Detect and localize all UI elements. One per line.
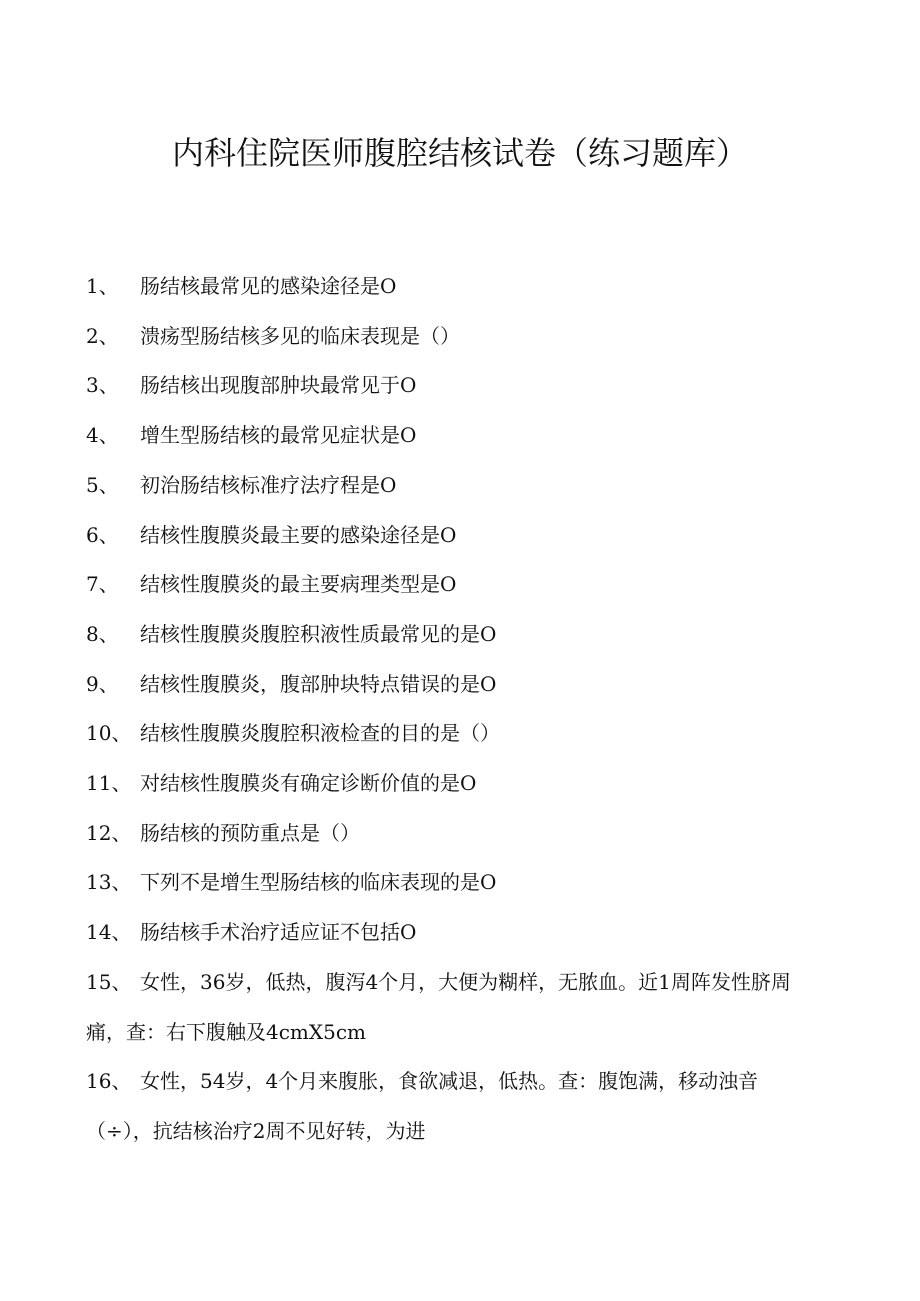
question-item bbox=[86, 660, 816, 710]
question-item bbox=[86, 908, 816, 958]
question-text: 结核性腹膜炎的最主要病理类型是O bbox=[140, 572, 457, 597]
page-title: 内科住院医师腹腔结核试卷（练习题库） bbox=[171, 134, 748, 172]
question-item bbox=[86, 958, 816, 1057]
question-item bbox=[86, 361, 816, 411]
question-number: 16、 bbox=[86, 1069, 132, 1094]
question-number: 8、 bbox=[86, 621, 119, 646]
question-text: 肠结核手术治疗适应证不包括O bbox=[140, 920, 417, 945]
question-item bbox=[86, 759, 816, 809]
question-number: 2、 bbox=[86, 323, 119, 348]
question-item bbox=[86, 262, 816, 312]
question-number: 15、 bbox=[86, 969, 132, 994]
question-item bbox=[86, 809, 816, 859]
question-number: 7、 bbox=[86, 572, 119, 597]
question-item bbox=[86, 858, 816, 908]
question-number: 13、 bbox=[86, 870, 132, 895]
question-text: 结核性腹膜炎，腹部肿块特点错误的是O bbox=[140, 671, 497, 696]
question-number: 3、 bbox=[86, 373, 119, 398]
question-item bbox=[86, 560, 816, 610]
question-item bbox=[86, 610, 816, 660]
question-item bbox=[86, 511, 816, 561]
question-number: 10、 bbox=[86, 721, 132, 746]
question-text: 增生型肠结核的最常见症状是O bbox=[140, 423, 417, 448]
question-number: 14、 bbox=[86, 920, 132, 945]
question-text: 对结核性腹膜炎有确定诊断价值的是O bbox=[140, 771, 477, 796]
question-item bbox=[86, 709, 816, 759]
question-text: 结核性腹膜炎腹腔积液检查的目的是（） bbox=[140, 721, 500, 746]
question-text: 女性，36岁，低热，腹泻4个月，大便为糊样，无脓血。近1周阵发性脐周痛，查：右下腹触及4cmX5cm bbox=[86, 969, 791, 1044]
question-number: 6、 bbox=[86, 522, 119, 547]
question-number: 12、 bbox=[86, 820, 132, 845]
question-text: 肠结核出现腹部肿块最常见于O bbox=[140, 373, 417, 398]
question-number: 1、 bbox=[86, 274, 119, 298]
question-item bbox=[86, 312, 816, 362]
question-text: 肠结核的预防重点是（） bbox=[140, 820, 360, 845]
question-text: 女性，54岁，4个月来腹胀，食欲减退，低热。查：腹饱满，移动浊音 （÷），抗结核治疗2周不见好转，为进 bbox=[86, 1069, 759, 1143]
question-item bbox=[86, 461, 816, 511]
question-text: 溃疡型肠结核多见的临床表现是（） bbox=[140, 323, 460, 348]
question-number: 5、 bbox=[86, 472, 119, 497]
question-text: 肠结核最常见的感染途径是O bbox=[140, 274, 397, 298]
question-list bbox=[86, 262, 816, 1157]
question-text: 结核性腹膜炎最主要的感染途径是O bbox=[140, 522, 457, 547]
question-text: 结核性腹膜炎腹腔积液性质最常见的是O bbox=[140, 621, 497, 646]
question-number: 11、 bbox=[86, 771, 132, 796]
question-item bbox=[86, 1057, 816, 1156]
question-text: 初治肠结核标准疗法疗程是O bbox=[140, 472, 397, 497]
question-item bbox=[86, 411, 816, 461]
question-text: 下列不是增生型肠结核的临床表现的是O bbox=[140, 870, 497, 895]
question-number: 9、 bbox=[86, 671, 119, 696]
question-number: 4、 bbox=[86, 423, 119, 448]
